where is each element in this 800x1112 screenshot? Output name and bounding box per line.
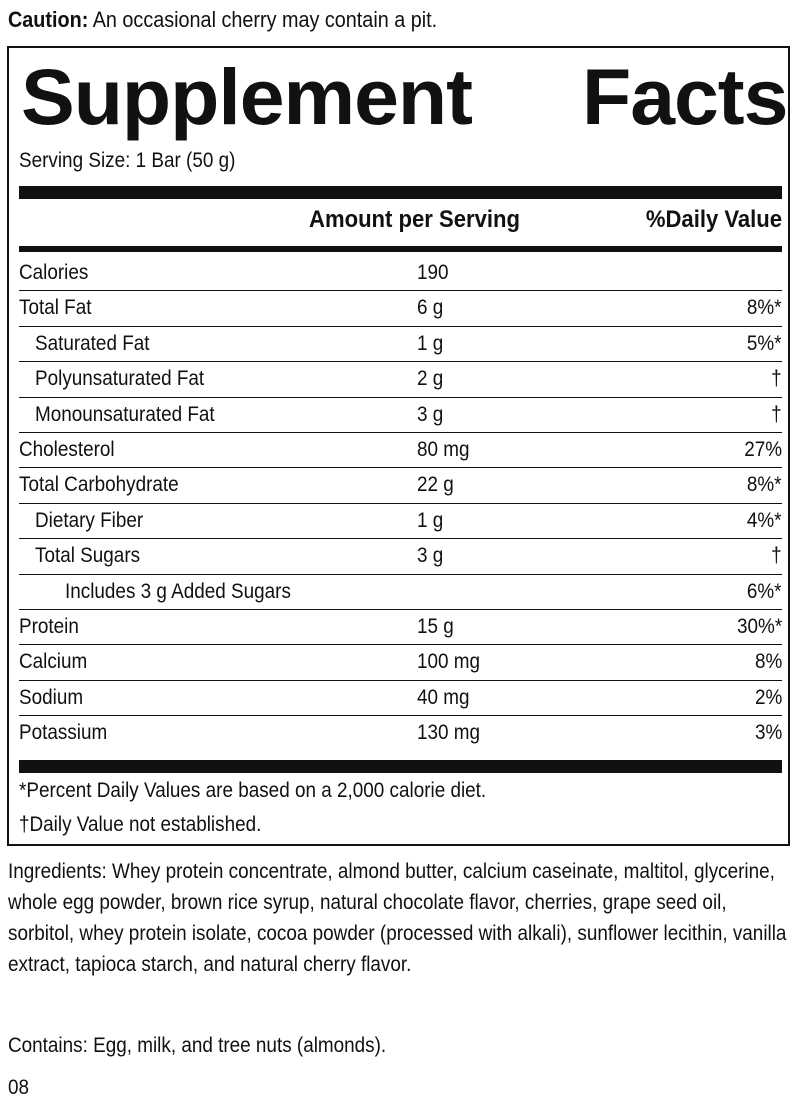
nutrient-name: Potassium [19,721,108,745]
nutrient-amount: 190 [417,261,449,284]
nutrient-name: Calories [19,261,89,284]
nutrient-daily-value: † [771,544,782,568]
nutrient-daily-value: 3% [754,721,782,745]
nutrient-amount: 15 g [417,614,454,638]
nutrient-daily-value: † [771,402,782,426]
table-row [19,716,782,750]
allergen-statement: Contains: Egg, milk, and tree nuts (almonds). [8,1034,387,1057]
nutrient-daily-value: 4%* [747,508,782,532]
nutrient-name: Includes 3 g Added Sugars [65,579,291,603]
nutrient-amount: 100 mg [417,650,481,674]
nutrient-name: Total Carbohydrate [19,473,179,497]
caution-label: Caution: [8,7,89,32]
header-amount-per-serving: Amount per Serving [309,206,521,233]
nutrient-name: Dietary Fiber [35,508,144,532]
table-row [19,575,782,610]
nutrient-name: Sodium [19,685,84,709]
ingredients-text: Ingredients: Whey protein concentrate, almond butter, calcium caseinate, maltitol, glycerine, whole egg powder, brown rice syrup, natural chocolate flavor, cherries, grape seed oil, sorbitol, whey protein isolate, cocoa powder (processed with alkali), sunflower lecithin, vanilla extract, tapioca starch, and natural cherry flavor. [8,860,787,976]
nutrient-daily-value: 27% [744,437,782,461]
nutrient-amount: 3 g [417,544,444,568]
panel-title [21,52,788,141]
nutrient-amount: 1 g [417,508,444,532]
table-row [19,291,782,326]
divider-header [19,246,782,252]
nutrient-daily-value: 6%* [747,579,782,603]
nutrient-amount: 80 mg [417,437,470,461]
nutrient-name: Calcium [19,650,88,674]
table-row [19,539,782,574]
nutrient-daily-value: 2% [754,685,782,709]
nutrient-name: Cholesterol [19,437,115,461]
nutrient-daily-value: 8%* [747,296,782,320]
header-daily-value: %Daily Value [645,206,782,233]
table-row [19,504,782,539]
nutrient-name: Saturated Fat [35,331,150,355]
table-header [19,200,782,244]
divider-thick-top [19,186,782,199]
nutrient-amount: 22 g [417,473,454,497]
nutrient-amount: 2 g [417,367,444,391]
nutrient-daily-value: 5%* [747,331,782,355]
nutrient-daily-value: † [771,367,782,391]
nutrient-amount: 1 g [417,331,444,355]
table-row [19,645,782,680]
table-row [19,398,782,433]
table-row [19,433,782,468]
nutrient-name: Total Fat [19,296,92,320]
nutrient-daily-value: 8%* [747,473,782,497]
divider-thick-bottom [19,760,782,773]
table-row [19,327,782,362]
caution-note [8,4,437,36]
nutrient-amount: 3 g [417,402,444,426]
supplement-facts-panel [7,46,790,846]
table-row [19,256,782,291]
label-code: 08 [8,1076,30,1099]
title-word-facts: Facts [582,52,788,141]
nutrient-amount: 130 mg [417,721,481,745]
nutrient-daily-value: 8% [754,650,782,674]
nutrient-daily-value: 30%* [736,614,782,638]
table-row [19,468,782,503]
nutrient-name: Protein [19,614,79,638]
nutrient-rows [19,256,782,750]
footnote-percent-daily: *Percent Daily Values are based on a 2,000 calorie diet. [19,779,487,802]
nutrient-name: Polyunsaturated Fat [35,367,205,391]
table-row [19,610,782,645]
table-row [19,362,782,397]
title-word-supplement: Supplement [21,52,472,141]
caution-text: An occasional cherry may contain a pit. [88,7,438,32]
table-row [19,681,782,716]
serving-size: Serving Size: 1 Bar (50 g) [19,149,236,172]
footnote-dagger: †Daily Value not established. [19,813,262,836]
nutrient-amount: 6 g [417,296,444,320]
nutrient-name: Monounsaturated Fat [35,402,215,426]
nutrient-name: Total Sugars [35,544,141,568]
nutrient-amount: 40 mg [417,685,470,709]
